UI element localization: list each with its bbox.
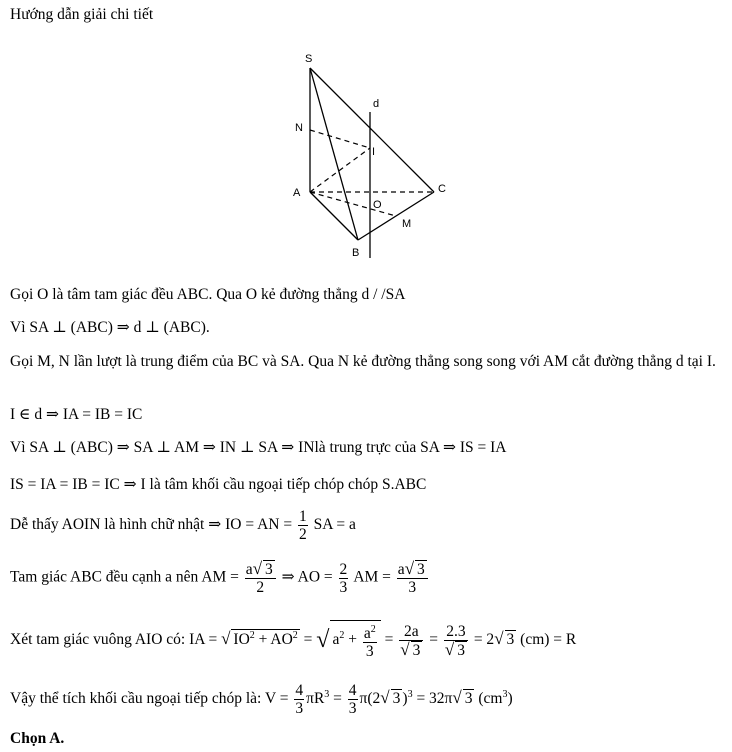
label-M: M	[402, 218, 412, 230]
fraction-four-thirds: $\frac{4}{3}$	[295, 682, 304, 717]
text-line-9: Xét tam giác vuông AIO có: IA = √ $IO^2 + AO^2$ = √ $a^2$ + $\frac{a^2}{3}$ = $\frac{2a}{√ 3}$ = $\frac{2.3}{√ 3}$ = 2√ 3 (cm) = R	[10, 620, 576, 660]
text-line-3: Gọi M, N lần lượt là trung điểm của BC và SA. Qua N kẻ đường thẳng song song với AM cắt đường thẳng d tại I.	[10, 353, 716, 370]
answer: Chọn A.	[10, 730, 65, 747]
text-line-2: Vì SA ⊥ (ABC) ⇒ d ⊥ (ABC).	[10, 319, 210, 336]
text-line-1: Gọi O là tâm tam giác đều ABC. Qua O kẻ đường thẳng d / /SA	[10, 286, 406, 303]
fraction-four-thirds-2: $\frac{4}{3}$	[348, 682, 357, 717]
edge-SB	[310, 68, 358, 240]
sqrt-a2: $a^2$ + $\frac{a^2}{3}$	[330, 620, 380, 660]
label-A: A	[293, 187, 301, 199]
text-line-10: Vậy thể tích khối cầu ngoại tiếp chóp là: V = $\frac{4}{3}$ $\pi R^3$ = $\frac{4}{3}$ π(2√ 3 )$^3$ = 32π√ 3 $(cm^3)$	[10, 682, 513, 717]
segment-NI	[310, 130, 370, 148]
text-line-4: I ∈ d ⇒ IA = IB = IC	[10, 406, 143, 423]
pyramid-figure	[0, 0, 732, 270]
fraction-2a: $\frac{2a}{√ 3}$	[399, 623, 423, 659]
fraction-one-half: $\frac{1}{2}$	[298, 508, 307, 543]
label-O: O	[373, 199, 382, 211]
text-line-7: Dễ thấy AOIN là hình chữ nhật ⇒ IO = AN = $\frac{1}{2}$ SA = a	[10, 508, 356, 543]
heading: Hướng dẫn giải chi tiết	[10, 6, 154, 23]
text-line-8: Tam giác ABC đều cạnh a nên AM = $\frac{a√ 3}{2}$ ⇒ AO = $\frac{2}{3}$ AM = $\frac{a√ 3}{3}$	[10, 560, 430, 596]
text-line-6: IS = IA = IB = IC ⇒ I là tâm khối cầu ngoại tiếp chóp chóp S.ABC	[10, 476, 427, 493]
label-B: B	[352, 247, 360, 259]
label-I: I	[372, 146, 376, 158]
label-d: d	[373, 98, 380, 110]
label-S: S	[305, 53, 313, 65]
text-line-5: Vì SA ⊥ (ABC) ⇒ SA ⊥ AM ⇒ IN ⊥ SA ⇒ INlà trung trực của SA ⇒ IS = IA	[10, 439, 507, 456]
fraction-2-3: $\frac{2.3}{√ 3}$	[444, 623, 468, 659]
fraction-ao: $\frac{a√ 3}{3}$	[397, 560, 428, 596]
fraction-two-thirds: $\frac{2}{3}$	[339, 560, 348, 596]
fraction-am: $\frac{a√ 3}{2}$	[245, 560, 276, 596]
edge-SC	[310, 68, 434, 192]
sqrt-io-ao: $IO^2 + AO^2$	[233, 629, 298, 649]
label-C: C	[438, 183, 446, 195]
label-N: N	[295, 122, 303, 134]
segment-AI	[310, 148, 370, 192]
